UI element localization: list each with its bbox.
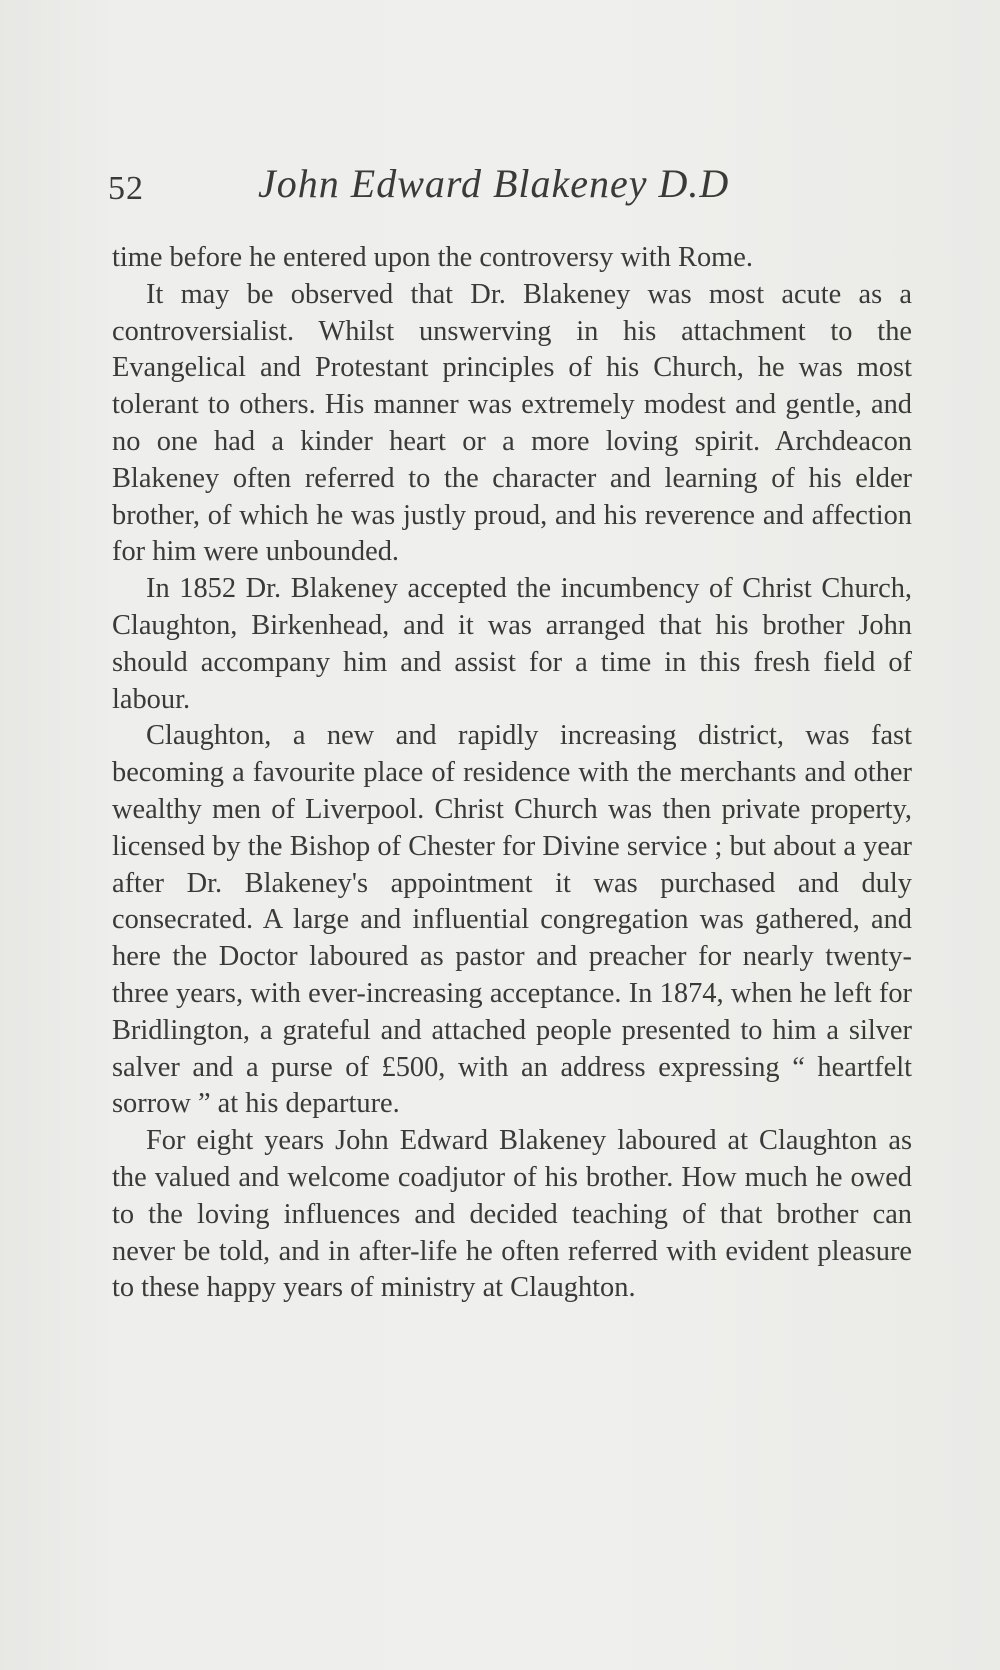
paragraph-continuation: time before he entered upon the controversy with Rome. bbox=[112, 242, 753, 273]
paragraph: It may be observed that Dr. Blakeney was most acute as a controversialist. Whilst unswerving in his attachment to the Evangelical and Protestant principles of his Church, he was most tolerant to others. His manner was extremely modest and gentle, and no one had a kinder heart or a more loving spirit. Archdeacon Blakeney often referred to the character and learning of his elder brother, of which he was justly proud, and his reverence and affection for him were unbounded. bbox=[112, 278, 912, 568]
page-header bbox=[108, 160, 908, 220]
body-text bbox=[112, 240, 912, 1307]
running-title: John Edward Blakeney D.D bbox=[258, 161, 730, 206]
page-number: 52 bbox=[108, 170, 144, 207]
paragraph: For eight years John Edward Blakeney laboured at Claughton as the valued and welcome coadjutor of his brother. How much he owed to the loving influences and decided teaching of that brother can never be told, and in after-life he often referred with evident pleasure to these happy years of ministry at Claughton. bbox=[112, 1125, 912, 1304]
paragraph: In 1852 Dr. Blakeney accepted the incumbency of Christ Church, Claughton, Birkenhead, and it was arranged that his brother John should accompany him and assist for a time in this fresh field of labour. bbox=[112, 573, 912, 715]
paragraph: Claughton, a new and rapidly increasing district, was fast becoming a favourite place of residence with the merchants and other wealthy men of Liverpool. Christ Church was then private property, licensed by the Bishop of Chester for Divine service ; but about a year after Dr. Blakeney's appointment it was purchased and duly consecrated. A large and influential congregation was gathered, and here the Doctor laboured as pastor and preacher for nearly twenty-three years, with ever-increasing acceptance. In 1874, when he left for Bridlington, a grateful and attached people presented to him a silver salver and a purse of £500, with an address expressing “ heartfelt sorrow ” at his departure. bbox=[112, 720, 912, 1120]
